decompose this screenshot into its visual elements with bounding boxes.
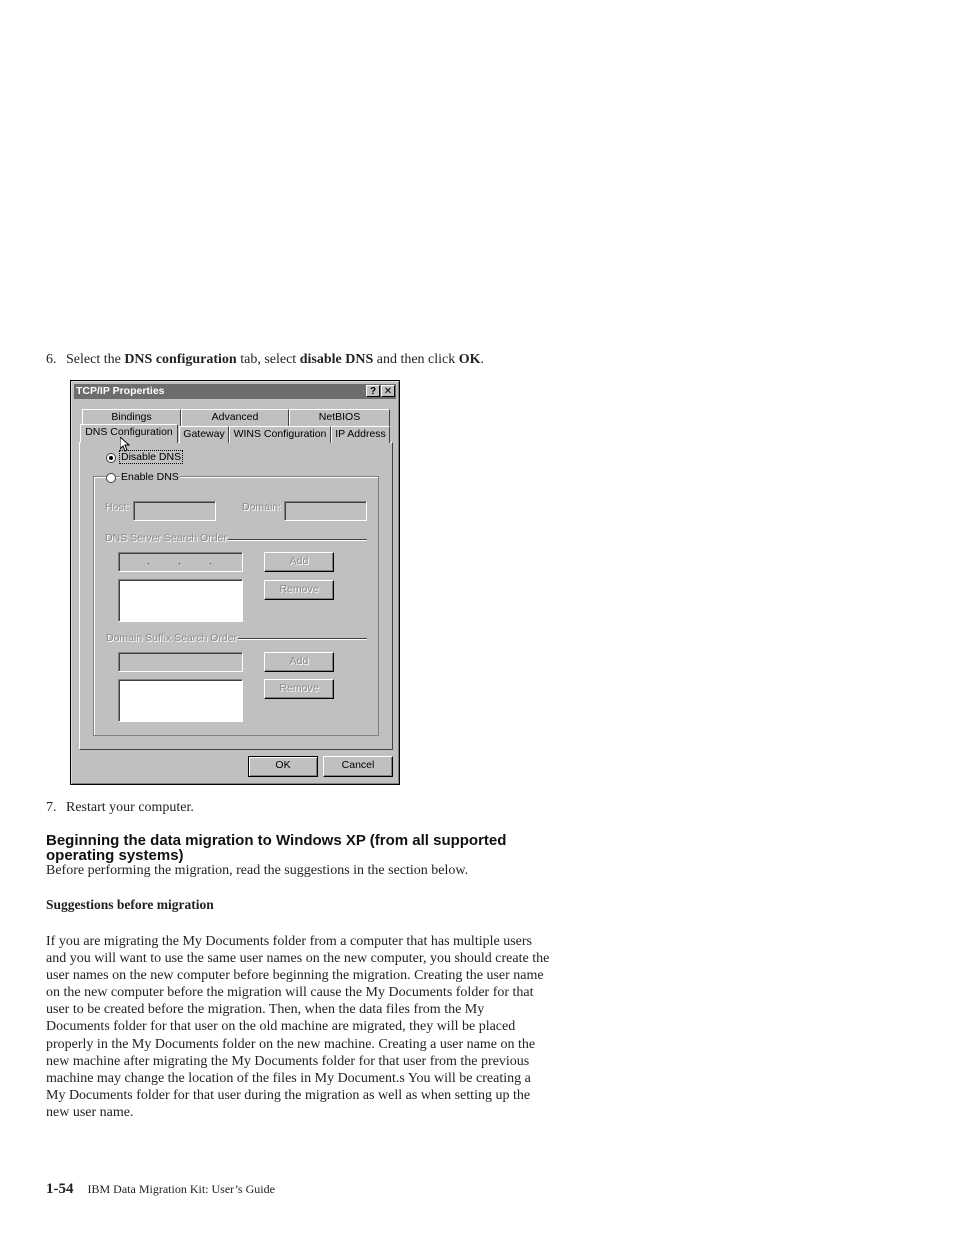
dns-order-label: DNS Server Search Order xyxy=(105,532,227,544)
suffix-field[interactable] xyxy=(118,652,243,672)
footer-title: IBM Data Migration Kit: User’s Guide xyxy=(87,1182,275,1196)
enable-dns-label[interactable]: Enable DNS xyxy=(121,471,179,483)
dns-remove-button[interactable]: Remove xyxy=(264,580,334,600)
step-number: 6. xyxy=(46,352,57,367)
tab-ip-address[interactable]: IP Address xyxy=(331,426,390,443)
host-label: Host: xyxy=(105,501,130,513)
step-text: . xyxy=(480,352,485,367)
disable-dns-label[interactable]: Disable DNS xyxy=(121,451,182,463)
step-text: and then click xyxy=(373,352,459,367)
tab-gateway[interactable]: Gateway xyxy=(179,426,229,443)
step-number: 7. xyxy=(46,800,57,815)
dns-add-button[interactable]: Add xyxy=(264,552,334,572)
dialog-titlebar xyxy=(74,384,396,399)
dns-order-rule xyxy=(221,539,367,541)
help-button[interactable]: ? xyxy=(366,385,380,397)
bold-disable-dns: disable DNS xyxy=(299,352,374,367)
domain-field[interactable] xyxy=(284,501,367,521)
step-text: Select the xyxy=(66,352,125,367)
body-paragraph: If you are migrating the My Documents folder from a computer that has multiple users and you will want to use the same user names on the new computer, you should create the user names on the new computer before beginning the migration. Creating the user name on the new computer before the migration will cause the My Documents folder for that user to be created before the migration. Then, when the data files from the My Documents folder for that user on the old machine are migrated, they will be placed properly in the My Documents folder on the new machine. Creating a user name on the new machine after migrating the My Documents folder for that user from the previous machine may change the location of the files in My Document.s You will be creating a My Documents folder for that user during the migration as well as when setting up the new user name. xyxy=(46,934,550,1120)
tab-advanced[interactable]: Advanced xyxy=(181,409,289,426)
suffix-add-button[interactable]: Add xyxy=(264,652,334,672)
page-number: 1-54 xyxy=(46,1181,74,1197)
intro-text: Before performing the migration, read the suggestions in the section below. xyxy=(46,863,469,878)
step-text: tab, select xyxy=(236,352,300,367)
ok-button[interactable]: OK xyxy=(248,756,318,777)
tab-netbios[interactable]: NetBIOS xyxy=(289,409,390,426)
enable-dns-radio[interactable] xyxy=(106,473,116,483)
suffix-list[interactable] xyxy=(118,679,243,722)
dns-server-list[interactable] xyxy=(118,579,243,622)
suffix-order-label: Domain Suffix Search Order xyxy=(106,632,238,644)
suffix-order-rule xyxy=(231,638,367,640)
bold-ok: OK xyxy=(458,352,481,367)
dns-ip-field[interactable]: . . . xyxy=(118,552,243,572)
dialog-title: TCP/IP Properties xyxy=(76,385,165,397)
step-text: Restart your computer. xyxy=(66,800,194,815)
bold-dns-configuration: DNS configuration xyxy=(124,352,237,367)
tab-wins-configuration[interactable]: WINS Configuration xyxy=(229,426,331,443)
section-heading: Beginning the data migration to Windows XP (from all supported operating systems) xyxy=(46,832,507,864)
step-6 xyxy=(46,351,484,368)
suffix-remove-button[interactable]: Remove xyxy=(264,679,334,699)
close-icon[interactable]: ✕ xyxy=(381,385,395,397)
mouse-cursor-icon xyxy=(120,437,130,453)
subheading: Suggestions before migration xyxy=(46,897,214,912)
domain-label: Domain: xyxy=(242,501,282,513)
tab-dns-configuration[interactable]: DNS Configuration xyxy=(80,424,178,443)
tab-bindings[interactable]: Bindings xyxy=(82,409,181,426)
disable-dns-radio[interactable] xyxy=(106,453,116,463)
cancel-button[interactable]: Cancel xyxy=(323,756,393,777)
tcpip-properties-dialog xyxy=(70,380,400,785)
step-7 xyxy=(46,799,194,816)
host-field[interactable] xyxy=(133,501,216,521)
page-footer xyxy=(46,1181,275,1198)
